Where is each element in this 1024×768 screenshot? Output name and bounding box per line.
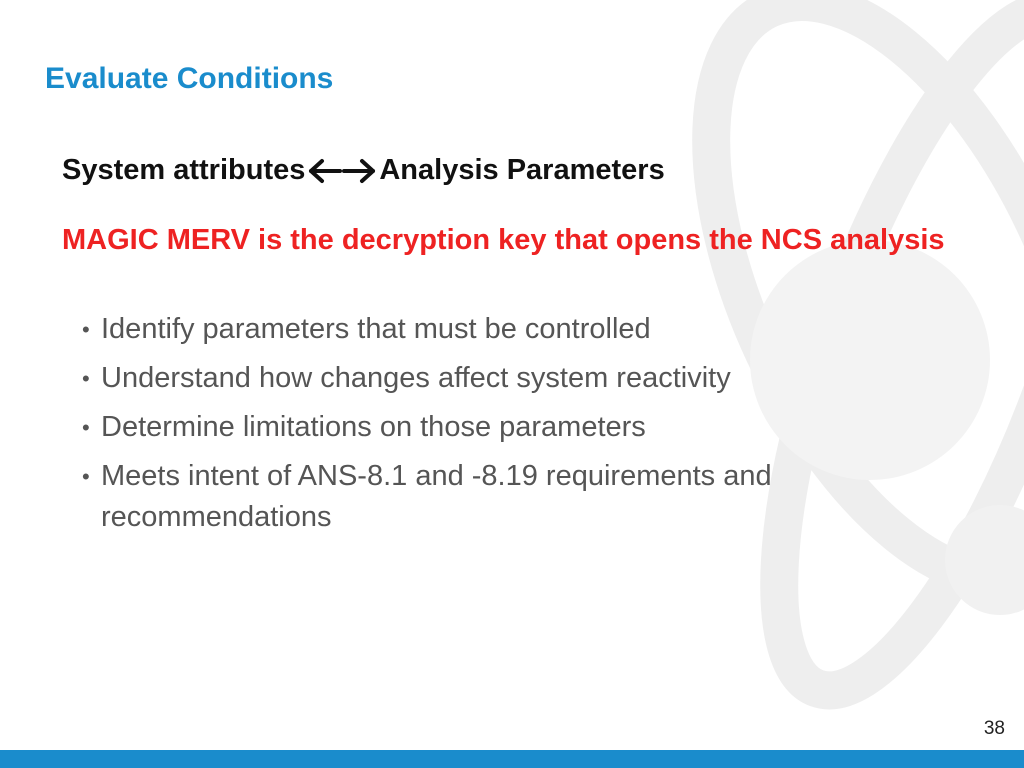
subtitle-left: System attributes [62,154,306,186]
bullet-dot-icon: • [82,415,90,440]
bullet-dot-icon: • [82,464,90,489]
bullet-text: Determine limitations on those parameters [101,411,646,443]
bullet-dot-icon: • [82,366,90,391]
bullet-item [80,407,940,448]
bullet-item [80,309,940,350]
bullet-item [80,456,940,538]
slide-title: Evaluate Conditions [45,62,334,95]
page-number: 38 [983,718,1005,739]
bullet-text: Understand how changes affect system reactivity [101,362,731,394]
bullet-list [80,309,940,546]
bullet-dot-icon: • [82,317,90,342]
bullet-item [80,358,940,399]
bidirectional-arrow-icon [307,158,377,184]
subtitle-right: Analysis Parameters [379,154,665,186]
footer-bar [0,750,1024,768]
bullet-text: Meets intent of ANS-8.1 and -8.19 requirements and recommendations [101,460,772,533]
subtitle [62,154,665,187]
emphasis-statement: MAGIC MERV is the decryption key that opens the NCS analysis [62,224,945,256]
bullet-text: Identify parameters that must be controlled [101,313,651,345]
